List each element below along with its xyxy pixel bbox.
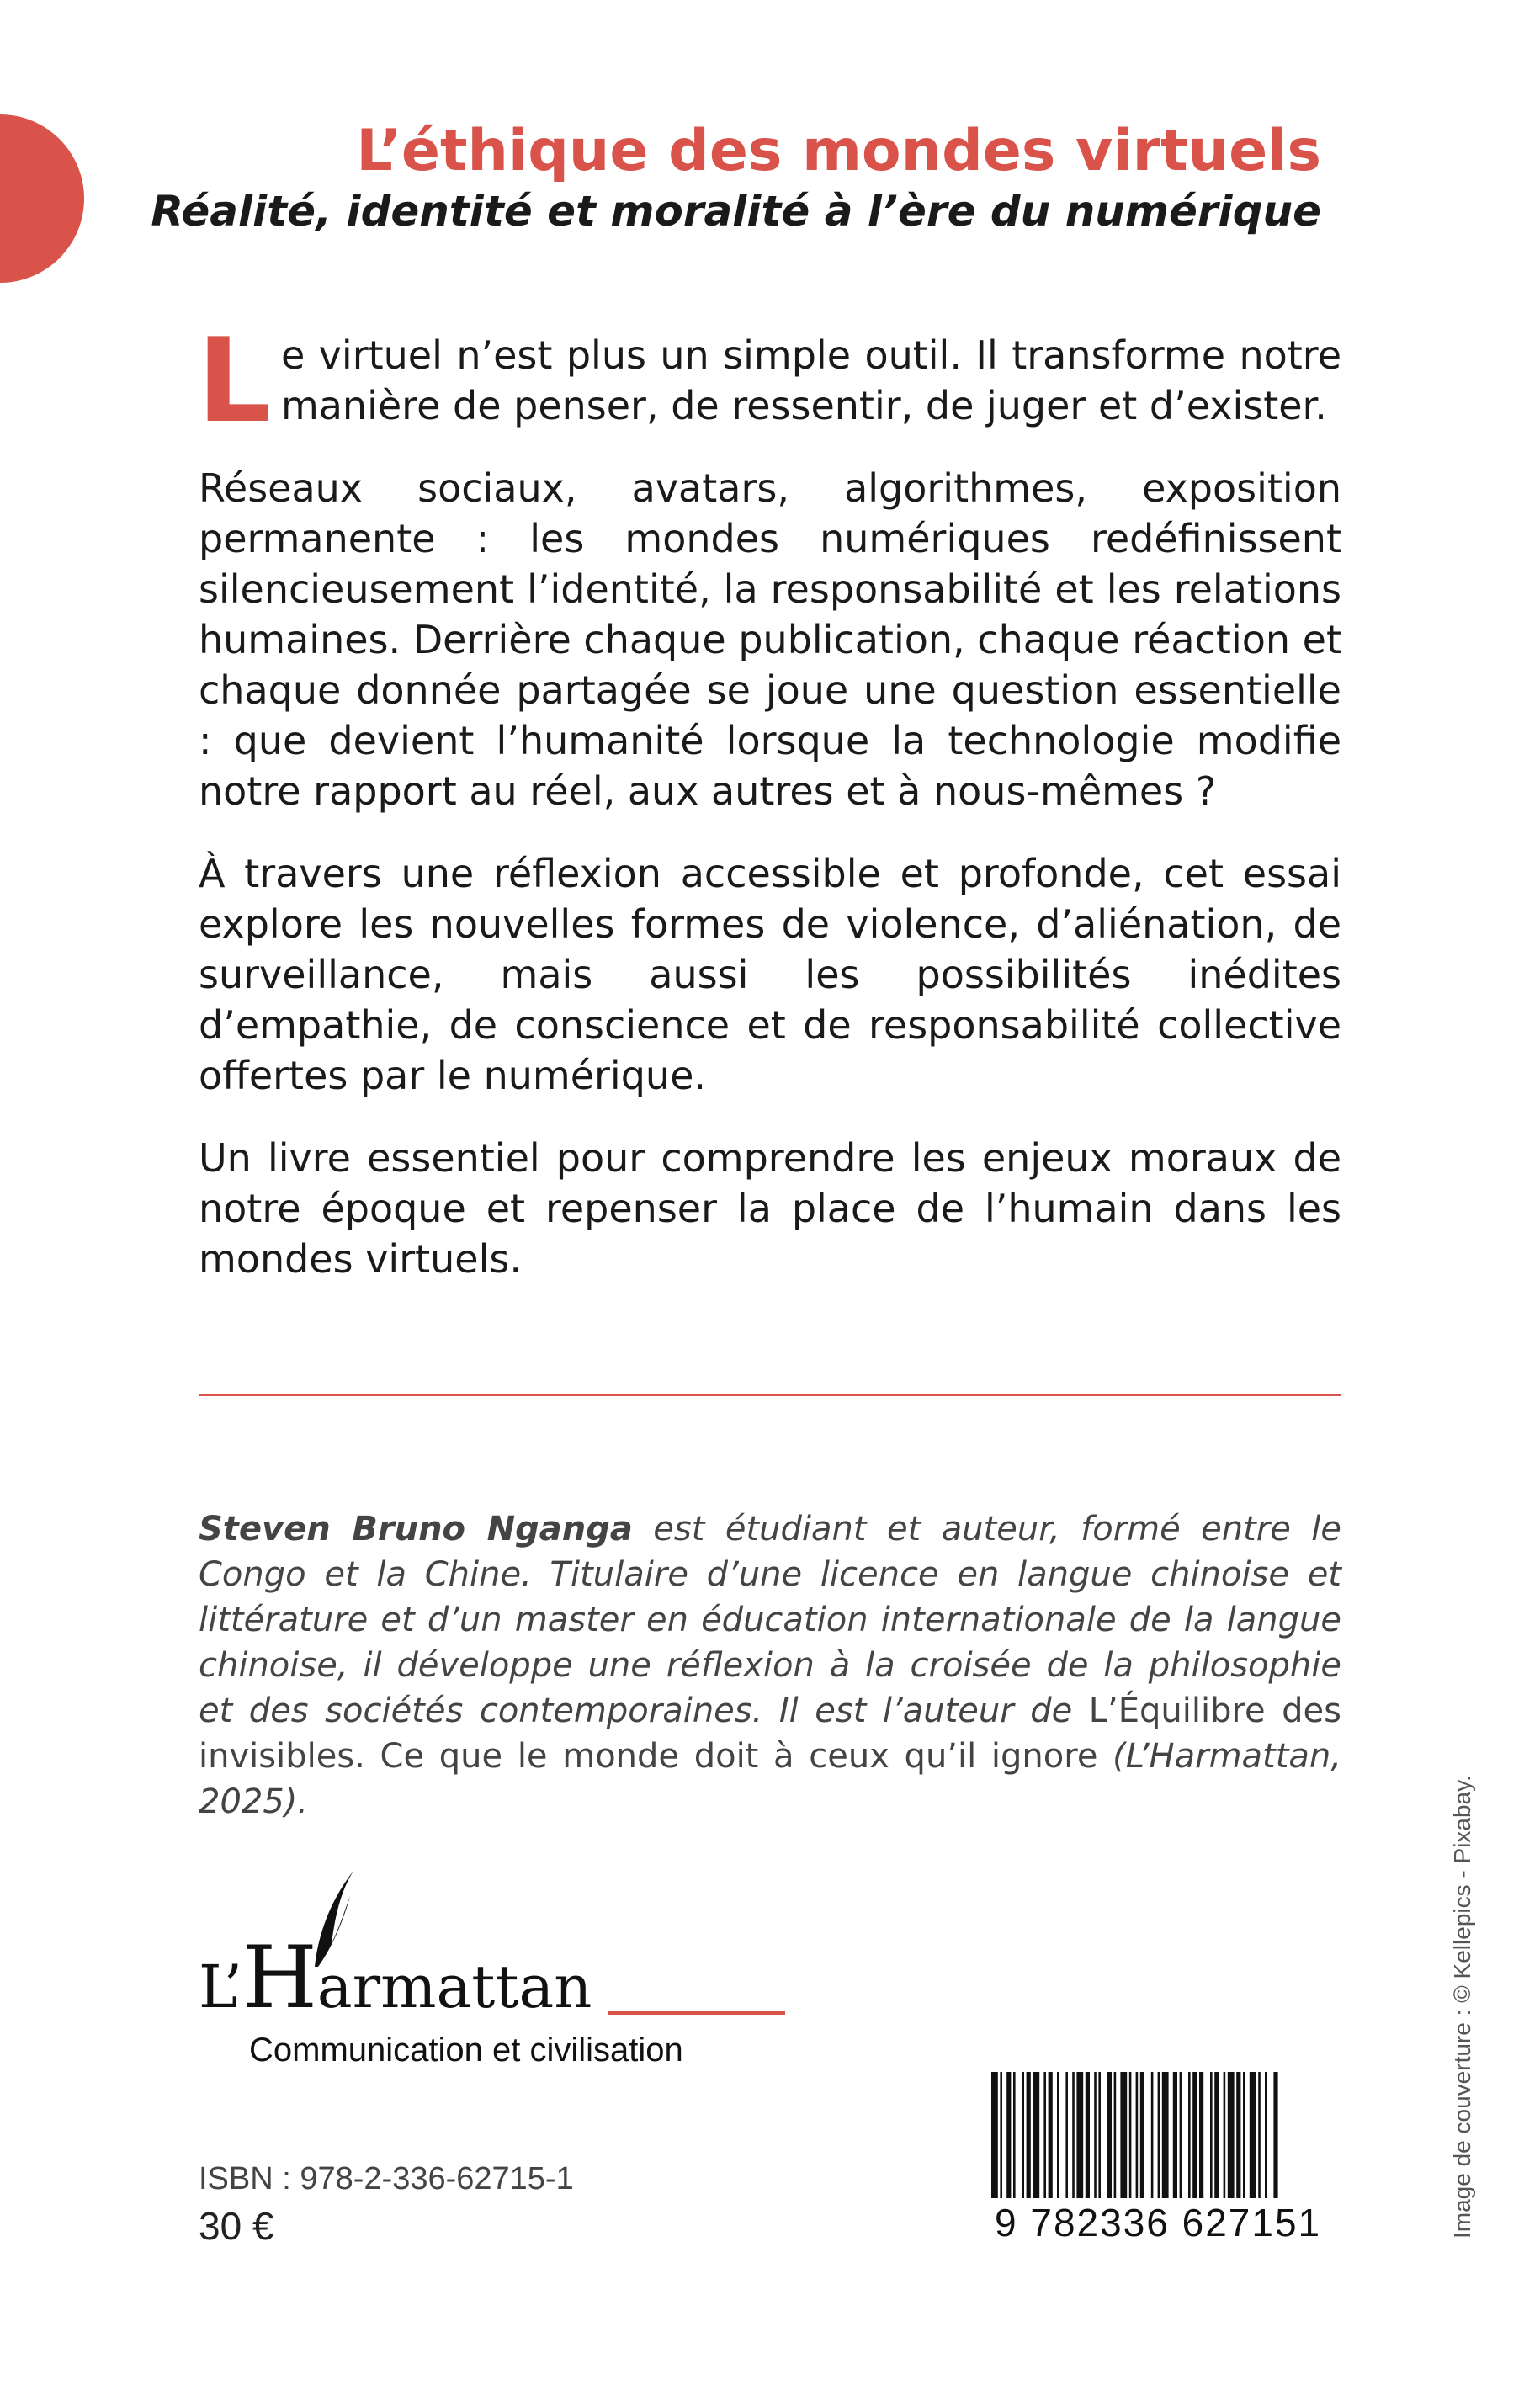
barcode-digits: 9 782336 627151 bbox=[995, 2201, 1322, 2244]
dropcap: L bbox=[197, 313, 271, 449]
price: 30 € bbox=[199, 2204, 274, 2248]
bio-text-1: est étudiant et auteur, formé entre le Congo et la Chine. Titulaire d’une licence en langue chinoise et littérature et d’un master en éducation internationale de la langue chinoise, il développe une réflexion à la croisée de la philosophie et des sociétés contemporaines. Il est l’auteur de bbox=[199, 1510, 1341, 1730]
blurb-paragraph-1-text: e virtuel n’est plus un simple outil. Il transforme notre manière de penser, de ressentir, de juger et d’exister. bbox=[280, 332, 1341, 428]
author-bio bbox=[199, 1506, 1341, 1825]
logo-cap: H bbox=[242, 1928, 317, 2028]
logo-prefix: L’ bbox=[199, 1952, 242, 2021]
collection-name: Communication et civilisation bbox=[249, 2032, 683, 2069]
blurb-paragraph-3: À travers une réflexion accessible et profonde, cet essai explore les nouvelles formes de violence, d’aliénation, de surveillance, mais aussi les possibilités inédites d’empathie, de conscience et de responsabilité collective offertes par le numérique. bbox=[199, 851, 1341, 1098]
publisher-block bbox=[199, 1910, 785, 2069]
cover-credit: Image de couverture : © Kellepics - Pixabay. bbox=[1449, 1775, 1475, 2239]
book-title: L’éthique des mondes virtuels bbox=[356, 118, 1321, 184]
isbn: ISBN : 978-2-336-62715-1 bbox=[199, 2161, 574, 2196]
bio-book-title: L’Équilibre des invisibles. Ce que le monde doit à ceux qu’il ignore bbox=[199, 1692, 1342, 1776]
logo-underline bbox=[608, 2011, 785, 2015]
divider-line bbox=[199, 1394, 1341, 1396]
blurb-paragraph-2: Réseaux sociaux, avatars, algorithmes, exposition permanente : les mondes numériques redéfinissent silencieusement l’identité, la responsabilité et les relations humaines. Derrière chaque publication, chaque réaction et chaque donnée partagée se joue une question essentielle : que devient l’humanité lorsque la technologie modifie notre rapport au réel, aux autres et à nous-mêmes ? bbox=[199, 465, 1341, 814]
blurb-paragraph-4: Un livre essentiel pour comprendre les enjeux moraux de notre époque et repenser la place de l’humain dans les mondes virtuels. bbox=[199, 1135, 1341, 1282]
logo-rest: armattan bbox=[316, 1952, 592, 2021]
author-name: Steven Bruno Nganga bbox=[199, 1510, 633, 1548]
quill-icon bbox=[306, 1867, 357, 1968]
book-subtitle: Réalité, identité et moralité à l’ère du numérique bbox=[151, 187, 1321, 236]
blurb bbox=[197, 313, 1341, 1316]
bio-text-2: (L’Harmattan, 2025). bbox=[199, 1737, 1341, 1821]
blurb-paragraph-1 bbox=[197, 313, 1341, 449]
accent-tab bbox=[0, 114, 84, 283]
publisher-logo bbox=[199, 1928, 592, 2028]
